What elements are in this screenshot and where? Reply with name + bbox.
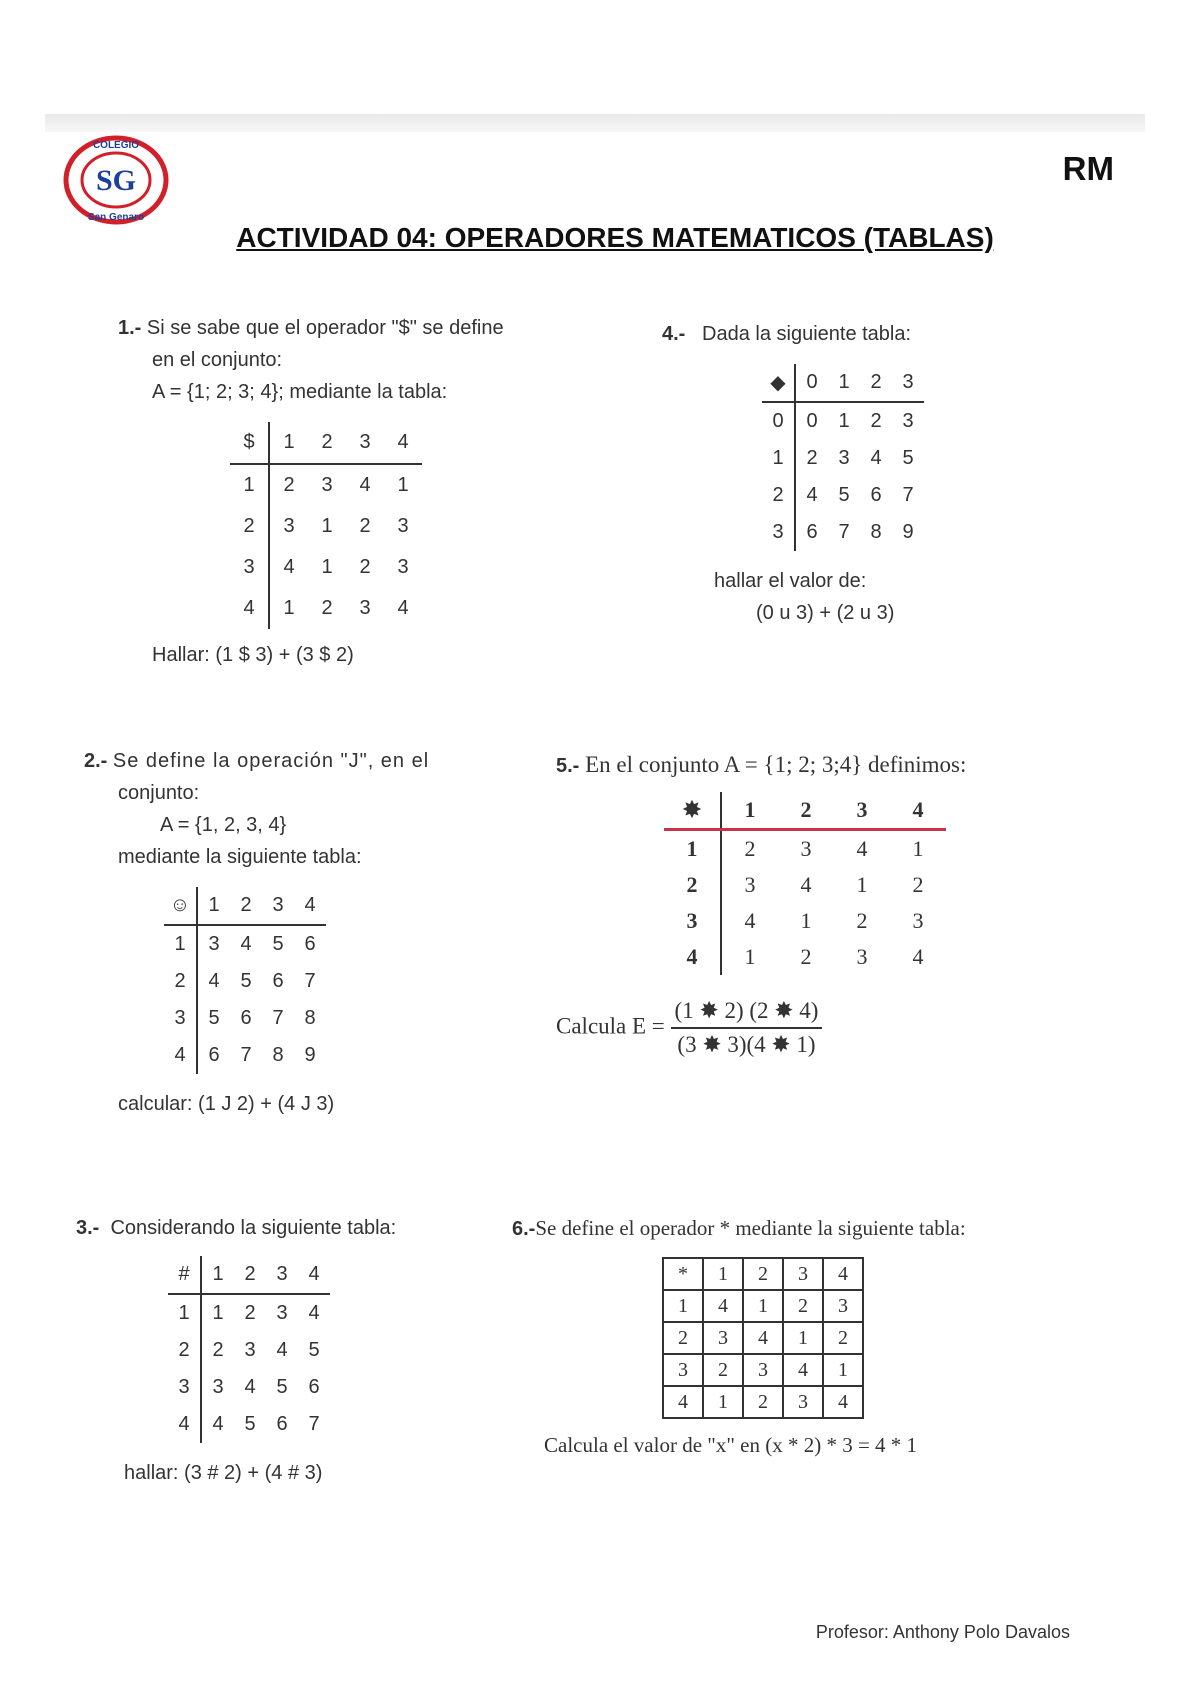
table-cell: 3 [743, 1354, 783, 1386]
table-cell: 1 [783, 1322, 823, 1354]
row-header: 4 [664, 939, 721, 975]
table-cell: 3 [212, 1376, 224, 1398]
table-row [164, 925, 326, 963]
table-cell: 4 [212, 1413, 224, 1435]
column-header: 1 [201, 1256, 234, 1294]
table-cell: 7 [304, 970, 316, 992]
table-cell: 2 [744, 836, 756, 861]
table-cell: 7 [838, 521, 850, 543]
table-row [762, 477, 924, 514]
table-cell: 4 [800, 872, 812, 897]
table-cell: 5 [244, 1413, 256, 1435]
row-header: 3 [168, 1369, 201, 1406]
table-row [230, 547, 422, 588]
table-cell: 3 [912, 908, 924, 933]
table-cell: 6 [276, 1413, 288, 1435]
table-cell: 1 [743, 1290, 783, 1322]
table-cell: 1 [823, 1354, 863, 1386]
table-row [230, 588, 422, 629]
table-cell: 1 [838, 410, 850, 432]
table-cell: 2 [212, 1339, 224, 1361]
table-cell: 7 [240, 1044, 252, 1066]
table-row [230, 506, 422, 547]
table-cell: 4 [823, 1386, 863, 1418]
table-cell: 3 [856, 944, 868, 969]
column-header: 3 [834, 792, 890, 830]
teacher-name: Profesor: Anthony Polo Davalos [815, 1622, 1070, 1642]
row-header: 2 [762, 477, 795, 514]
problem-text: Se define el operador * mediante la siguiente tabla: [535, 1216, 966, 1240]
row-header: 3 [663, 1354, 703, 1386]
problem-1 [118, 312, 504, 671]
operation-table [762, 364, 924, 551]
problem-number: 2.- [84, 750, 108, 772]
table-cell: 1 [212, 1302, 224, 1324]
problem-text: Si se sabe que el operador "$" se define [146, 317, 504, 339]
column-header: 2 [230, 887, 262, 925]
table-row [762, 440, 924, 477]
operator-symbol: ◆ [762, 364, 795, 402]
table-cell: 9 [902, 521, 914, 543]
table-cell: 5 [276, 1376, 288, 1398]
problem-text: Dada la siguiente tabla: [702, 323, 912, 345]
table-cell: 3 [283, 515, 295, 537]
table-cell: 3 [800, 836, 812, 861]
table-row [663, 1354, 863, 1386]
table-cell: 3 [744, 872, 756, 897]
problem-question: calcular: (1 J 2) + (4 J 3) [118, 1093, 335, 1115]
column-header: 2 [860, 364, 892, 402]
row-header: 2 [663, 1322, 703, 1354]
table-cell: 4 [244, 1376, 256, 1398]
table-cell: 3 [321, 474, 333, 496]
table-header-row [168, 1256, 330, 1294]
row-header: 0 [762, 402, 795, 440]
table-cell: 9 [304, 1044, 316, 1066]
table-cell: 1 [912, 836, 924, 861]
problem-text: en el conjunto: [152, 349, 283, 371]
table-row [168, 1369, 330, 1406]
row-header: 3 [664, 903, 721, 939]
row-header: 1 [762, 440, 795, 477]
row-header: 2 [168, 1332, 201, 1369]
column-header: 3 [346, 422, 384, 464]
table-cell: 1 [397, 474, 409, 496]
column-header: 4 [384, 422, 422, 464]
row-header: 3 [762, 514, 795, 551]
table-cell: 2 [800, 944, 812, 969]
school-logo [58, 132, 178, 232]
table-cell: 3 [359, 597, 371, 619]
table-cell: 6 [272, 970, 284, 992]
table-cell: 8 [272, 1044, 284, 1066]
logo-initials: SG [95, 164, 137, 197]
column-header: 2 [743, 1258, 783, 1290]
operation-table [662, 1257, 864, 1419]
table-header-row [663, 1258, 863, 1290]
table-cell: 3 [208, 933, 220, 955]
table-cell: 3 [276, 1302, 288, 1324]
table-cell: 7 [272, 1007, 284, 1029]
problem-number: 6.- [512, 1218, 536, 1240]
table-cell: 0 [806, 410, 818, 432]
operator-symbol: ✸ [664, 792, 721, 830]
table-cell: 3 [823, 1290, 863, 1322]
table-cell: 3 [838, 447, 850, 469]
row-header: 4 [230, 588, 269, 629]
table-cell: 4 [870, 447, 882, 469]
row-header: 1 [230, 464, 269, 506]
table-cell: 1 [321, 556, 333, 578]
table-cell: 5 [208, 1007, 220, 1029]
table-cell: 6 [208, 1044, 220, 1066]
table-cell: 5 [272, 933, 284, 955]
table-cell: 4 [359, 474, 371, 496]
logo-text-bottom: San Genaro [87, 212, 145, 223]
problem-question-label: Calcula E = [556, 1013, 665, 1039]
column-header: 4 [890, 792, 946, 830]
table-cell: 2 [823, 1322, 863, 1354]
column-header: 1 [828, 364, 860, 402]
table-cell: 2 [283, 474, 295, 496]
table-cell: 5 [240, 970, 252, 992]
column-header: 0 [795, 364, 828, 402]
table-cell: 4 [856, 836, 868, 861]
row-header: 3 [230, 547, 269, 588]
column-header: 3 [892, 364, 924, 402]
table-cell: 6 [870, 484, 882, 506]
column-header: 1 [269, 422, 308, 464]
table-cell: 2 [359, 556, 371, 578]
problem-text: Se define la operación "J", en el [112, 750, 430, 772]
table-row [168, 1406, 330, 1443]
table-cell: 6 [304, 933, 316, 955]
table-cell: 8 [304, 1007, 316, 1029]
table-cell: 1 [283, 597, 295, 619]
fraction [671, 995, 823, 1061]
table-cell: 2 [856, 908, 868, 933]
table-cell: 4 [308, 1302, 320, 1324]
column-header: 1 [197, 887, 230, 925]
operation-table [168, 1256, 330, 1443]
table-row [664, 867, 946, 903]
problem-number: 4.- [662, 323, 686, 345]
table-cell: 4 [208, 970, 220, 992]
table-row [664, 903, 946, 939]
column-header: 4 [823, 1258, 863, 1290]
table-cell: 4 [276, 1339, 288, 1361]
logo-text-top: COLEGIO [92, 140, 140, 151]
table-row [168, 1332, 330, 1369]
table-cell: 3 [902, 410, 914, 432]
table-row [762, 514, 924, 551]
table-header-row [664, 792, 946, 830]
table-header-row [164, 887, 326, 925]
row-header: 2 [164, 963, 197, 1000]
problem-text: A = {1, 2, 3, 4} [160, 814, 287, 836]
table-cell: 3 [703, 1322, 743, 1354]
table-cell: 5 [308, 1339, 320, 1361]
top-bar [45, 114, 1145, 132]
page-title: ACTIVIDAD 04: OPERADORES MATEMATICOS (TABLAS) [236, 222, 994, 253]
table-cell: 1 [703, 1386, 743, 1418]
table-cell: 7 [902, 484, 914, 506]
problem-number: 5.- [556, 755, 580, 777]
table-cell: 6 [308, 1376, 320, 1398]
operation-table [230, 422, 422, 629]
table-cell: 4 [703, 1290, 743, 1322]
operation-table [164, 887, 326, 1074]
table-cell: 3 [783, 1386, 823, 1418]
table-cell: 4 [743, 1322, 783, 1354]
problem-number: 3.- [76, 1217, 100, 1239]
column-header: 3 [262, 887, 294, 925]
row-header: 2 [230, 506, 269, 547]
row-header: 1 [168, 1294, 201, 1332]
row-header: 3 [164, 1000, 197, 1037]
table-cell: 2 [321, 597, 333, 619]
operator-symbol: $ [230, 422, 269, 464]
row-header: 1 [663, 1290, 703, 1322]
problem-4 [662, 318, 924, 629]
column-header: 2 [234, 1256, 266, 1294]
table-cell: 1 [744, 944, 756, 969]
table-header-row [230, 422, 422, 464]
subject-label: RM [1062, 150, 1114, 187]
table-cell: 2 [870, 410, 882, 432]
problem-text: conjunto: [118, 782, 200, 804]
column-header: 2 [308, 422, 346, 464]
table-row [168, 1294, 330, 1332]
table-cell: 2 [783, 1290, 823, 1322]
row-header: 4 [663, 1386, 703, 1418]
column-header: 1 [703, 1258, 743, 1290]
column-header: 3 [266, 1256, 298, 1294]
column-header: 4 [298, 1256, 330, 1294]
table-cell: 6 [806, 521, 818, 543]
table-header-row [762, 364, 924, 402]
row-header: 4 [164, 1037, 197, 1074]
table-cell: 1 [321, 515, 333, 537]
table-row [663, 1386, 863, 1418]
column-header: 3 [783, 1258, 823, 1290]
column-header: 4 [294, 887, 326, 925]
column-header: 1 [721, 792, 778, 830]
table-row [663, 1322, 863, 1354]
operator-symbol: # [168, 1256, 201, 1294]
table-cell: 1 [800, 908, 812, 933]
table-cell: 3 [397, 515, 409, 537]
problem-text: En el conjunto A = {1; 2; 3;4} definimos: [585, 752, 967, 777]
table-row [664, 939, 946, 975]
problem-question-label: hallar el valor de: [714, 570, 867, 592]
table-cell: 3 [244, 1339, 256, 1361]
problem-text: mediante la siguiente tabla: [118, 846, 362, 868]
problem-2 [84, 745, 429, 1120]
table-row [164, 963, 326, 1000]
problem-3 [76, 1212, 396, 1489]
row-header: 1 [664, 830, 721, 868]
problem-question: Calcula el valor de "x" en (x * 2) * 3 = 4 * 1 [544, 1433, 918, 1457]
table-cell: 4 [783, 1354, 823, 1386]
table-row [164, 1000, 326, 1037]
row-header: 4 [168, 1406, 201, 1443]
table-cell: 4 [912, 944, 924, 969]
table-cell: 6 [240, 1007, 252, 1029]
row-header: 1 [164, 925, 197, 963]
operator-symbol: * [663, 1258, 703, 1290]
table-cell: 2 [703, 1354, 743, 1386]
table-cell: 2 [806, 447, 818, 469]
problem-text: Considerando la siguiente tabla: [110, 1217, 397, 1239]
table-cell: 4 [806, 484, 818, 506]
table-row [663, 1290, 863, 1322]
table-row [164, 1037, 326, 1074]
table-cell: 3 [397, 556, 409, 578]
problem-question: (0 u 3) + (2 u 3) [756, 602, 895, 624]
operation-table [664, 792, 946, 975]
table-cell: 4 [283, 556, 295, 578]
table-cell: 8 [870, 521, 882, 543]
column-header: 2 [778, 792, 834, 830]
problem-question: hallar: (3 # 2) + (4 # 3) [124, 1462, 323, 1484]
table-cell: 5 [902, 447, 914, 469]
table-cell: 7 [308, 1413, 320, 1435]
table-row [664, 830, 946, 868]
fraction-denominator: (3 ✸ 3)(4 ✸ 1) [677, 1032, 816, 1057]
fraction-numerator: (1 ✸ 2) (2 ✸ 4) [671, 995, 823, 1029]
problem-6 [512, 1212, 966, 1461]
table-cell: 4 [744, 908, 756, 933]
problem-text: A = {1; 2; 3; 4}; mediante la tabla: [152, 381, 448, 403]
table-cell: 1 [856, 872, 868, 897]
table-row [762, 402, 924, 440]
table-cell: 4 [240, 933, 252, 955]
problem-question: Hallar: (1 $ 3) + (3 $ 2) [152, 644, 354, 666]
table-cell: 5 [838, 484, 850, 506]
operator-symbol: ☺ [164, 887, 197, 925]
table-cell: 4 [397, 597, 409, 619]
row-header: 2 [664, 867, 721, 903]
problem-number: 1.- [118, 317, 142, 339]
table-cell: 2 [359, 515, 371, 537]
table-cell: 2 [912, 872, 924, 897]
table-cell: 2 [743, 1386, 783, 1418]
table-row [230, 464, 422, 506]
problem-5 [556, 749, 966, 1061]
table-cell: 2 [244, 1302, 256, 1324]
